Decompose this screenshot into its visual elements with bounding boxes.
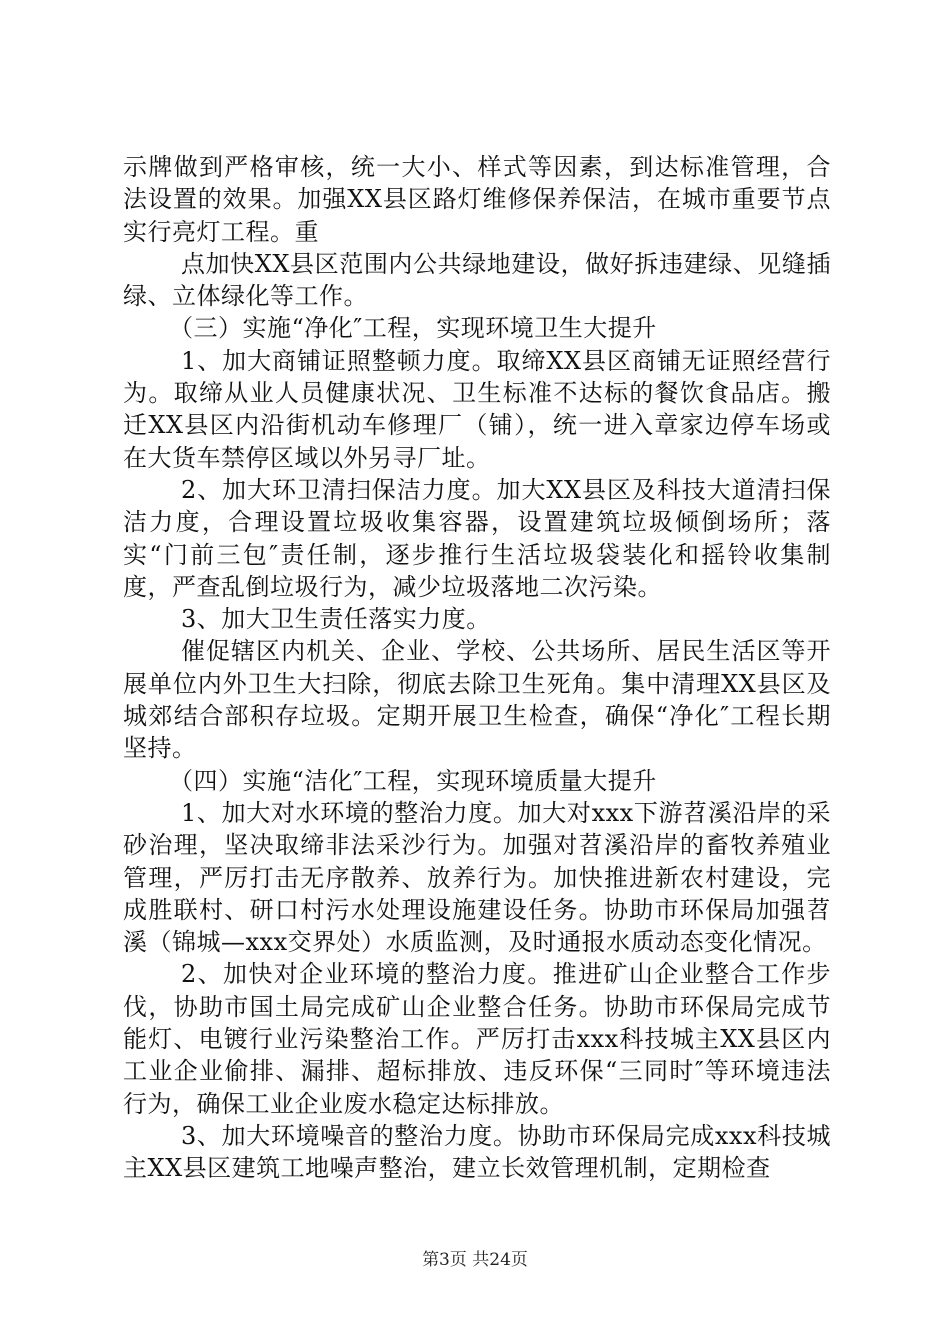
paragraph-shop-licenses: 1、加大商铺证照整顿力度。取缔XX县区商铺无证照经营行为。取缔从业人员健康状况、卫生标准不达标的餐饮食品店。搬迁XX县区内沿街机动车修理厂（铺），统一进入章家边停车场或在大货车禁停区域以外另寻厂址。 — [123, 346, 831, 472]
section-heading-clean: （四）实施“洁化″工程，实现环境质量大提升 — [169, 766, 657, 795]
paragraph-greening: 点加快XX县区范围内公共绿地建设，做好拆违建绿、见缝插绿、立体绿化等工作。 — [123, 249, 831, 311]
document-body — [123, 151, 831, 1185]
paragraph-water-environment: 1、加大对水环境的整治力度。加大对xxx下游苕溪沿岸的采砂治理，坚决取缔非法采沙行为。加强对苕溪沿岸的畜牧养殖业管理，严厉打击无序散养、放养行为。加快推进新农村建设，完成胜联村、研口村污水处理设施建设任务。协助市环保局加强苕溪（锦城—xxx交界处）水质监测，及时通报水质动态变化情况。 — [123, 798, 831, 957]
paragraph-sanitation-duty: 3、加大卫生责任落实力度。 — [181, 605, 491, 634]
section-heading-purify: （三）实施“净化″工程，实现环境卫生大提升 — [169, 314, 657, 343]
paragraph-noise-control: 3、加大环境噪音的整治力度。协助市环保局完成xxx科技城主XX县区建筑工地噪声整治，建立长效管理机制，定期检查 — [123, 1121, 831, 1183]
page-number-footer: 第3页 共24页 — [422, 1250, 528, 1270]
paragraph-street-cleaning: 2、加大环卫清扫保洁力度。加大XX县区及科技大道清扫保洁力度，合理设置垃圾收集容器，设置建筑垃圾倾倒场所；落实“门前三包″责任制，逐步推行生活垃圾袋装化和摇铃收集制度，严查乱倒垃圾行为，减少垃圾落地二次污染。 — [123, 475, 831, 601]
paragraph-enterprise-environment: 2、加快对企业环境的整治力度。推进矿山企业整合工作步伐，协助市国土局完成矿山企业整合任务。协助市环保局完成节能灯、电镀行业污染整治工作。严厉打击xxx科技城主XX县区内工业企业偷排、漏排、超标排放、违反环保“三同时″等环境违法行为，确保工业企业废水稳定达标排放。 — [123, 960, 831, 1118]
paragraph-continuation: 示牌做到严格审核，统一大小、样式等因素，到达标准管理，合法设置的效果。加强XX县区路灯维修保养保洁，在城市重要节点实行亮灯工程。重 — [123, 153, 831, 246]
paragraph-cleanup-drive: 催促辖区内机关、企业、学校、公共场所、居民生活区等开展单位内外卫生大扫除，彻底去除卫生死角。集中清理XX县区及城郊结合部积存垃圾。定期开展卫生检查，确保“净化″工程长期坚持。 — [123, 637, 831, 763]
